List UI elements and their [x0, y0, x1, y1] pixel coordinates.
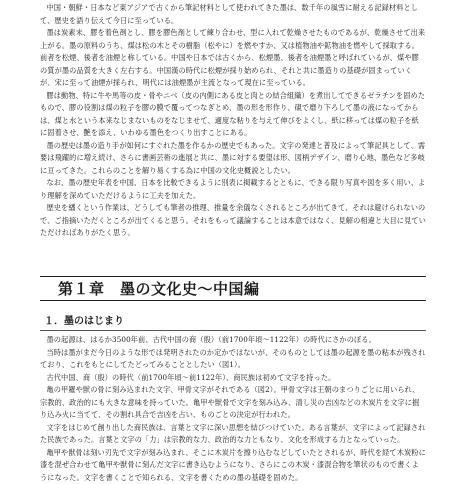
section-paragraph: 古代中国、商（殷）の時代（前1700年頃～前1122年）、商民族は初めて文字を持った。 — [40, 372, 426, 385]
section-paragraph: 墨の起源は、はるか3500年前、古代中国の商（殷）（前1700年頃～1122年）の時代にさかのぼる。 — [40, 334, 426, 347]
section-paragraph: 亀の甲羅や獣の骨に刻み込まれた文字、甲骨文字がそれである（図2）。甲骨文字は王朝のまつりごとに用いられ、宗教的、政治的にも大きな意味を持っていた。亀甲や獣骨で文字を刻み込み、清し災の吉凶などの木炭片を文字に掘り込み火に当てて、その割れ具合で吉凶を占い、ものごとの決定が行われた。 — [40, 384, 426, 422]
intro-text-block — [40, 2, 426, 240]
section-paragraph: 文字をはじめて創り出した商民族は、言葉と文字に深い思想を結びつけていた。ある言葉が、文字によって記録された民族であった。言葉と文字の「力」は宗教的な力、政治的な力ともなり、文化を形成する力となっていった。 — [40, 422, 426, 447]
intro-paragraph: 歴史を繙くという作業は、どうしても筆者の推理、推量を余儀なくされるところが出てきて、それは避けられないので、ご指摘いただくところが出てくると思う。それをもって議論することは本意ではなく、見解の相違と大目に見ていただければありがたく思う。 — [40, 202, 426, 240]
intro-paragraph: 膠は動物、特に牛や馬等の皮・骨やニベ（皮の内側にある皮と肉との結合組織）を煮出してできるゼラチンを固めたもので、膠の役割は煤の粒子を膠の膜で覆ってつなぎとめ、墨の形を形作り、硯で磨り下ろして墨の液になってからは、煤と水という本来なじまないものをなじませて、適度な粘りを与えて伸びをよくし、紙に移っては煤の粒子を紙に固着させ、艶を添え、いわゆる墨色をつくり出すことにある。 — [40, 90, 426, 140]
section-title: １．墨のはじまり — [44, 315, 124, 329]
section-paragraph: 亀甲や獣骨は刻い刃先で文字が刻み込まれ、そこに木炭片を擦り込むなどしていたとされるが、時代を経て木炭粉に漆を混ぜ合わせて亀甲や獣骨に刻んだ文字に書き込むようになり、さらにこの木炭・漆混合物を筆状のもので書くようになった。文字を書くことで知られる、文字を書くための墨の基礎を固めた。 — [40, 447, 426, 484]
chapter-rule-bottom — [40, 300, 426, 301]
intro-paragraph: なお、墨の歴史年表を中国、日本を比較できるように別表に掲載するとともに、できる限り写真や図を多く用い、より理解を深めていただけるように工夫を加えた。 — [40, 177, 426, 202]
intro-paragraph: 中国・朝鮮・日本など東アジアで古くから筆記材料として使われてきた墨は、数千年の風雪に耐える記録材料として、歴史を語り伝えて今日に至っている。 — [40, 2, 426, 27]
section-text-block — [40, 334, 426, 484]
intro-paragraph: 墨は炭素末、膠を着色剤とし、膠を膠色剤として練り合わせ、型に入れて乾燥させたものであるが、乾燥させて出来上がる。墨の原料のうち、煤は松の木とその樹脂（松やに）を燃やすか、又は植物油や鉱物油を燃やして採取する。前者を松煙、後者を油煙と称している。中国や日本では古くから、松煙墨、後者を油煙墨と呼ばれているが、煤や膠の質が墨の品質を大きく左右する。中国漢の時代に松煙が採り始められ、それと共に墨造りの基礎が固まっていくが、宋に至って油煙が採られ、明代には油煙墨が主流となって現在に至っている。 — [40, 27, 426, 90]
chapter-title: 第１章 墨の文化史～中国編 — [58, 279, 260, 299]
intro-paragraph: 墨の歴史は墨の造り手が如何にすぐれた墨を作るかの歴史でもあった。文字の発達と普及によって筆記具として、需要は飛躍的に増え続け、さらに書画芸術の進展と共に、墨に対する要望は形、図柄デザイン、磨り心地、墨色など多岐に亘ってきた。これらのことを解り易くする為に中国の文化史概説としたい。 — [40, 140, 426, 178]
section-rule — [40, 330, 426, 331]
chapter-rule-top — [40, 276, 426, 277]
section-paragraph: 当時は墨がまだ今日のような形では発明されたのか定かではないが、そのものとしては墨の起源を墨の粘本が残されており、これをもとにしてたどってみることとしたい（図1）。 — [40, 347, 426, 372]
